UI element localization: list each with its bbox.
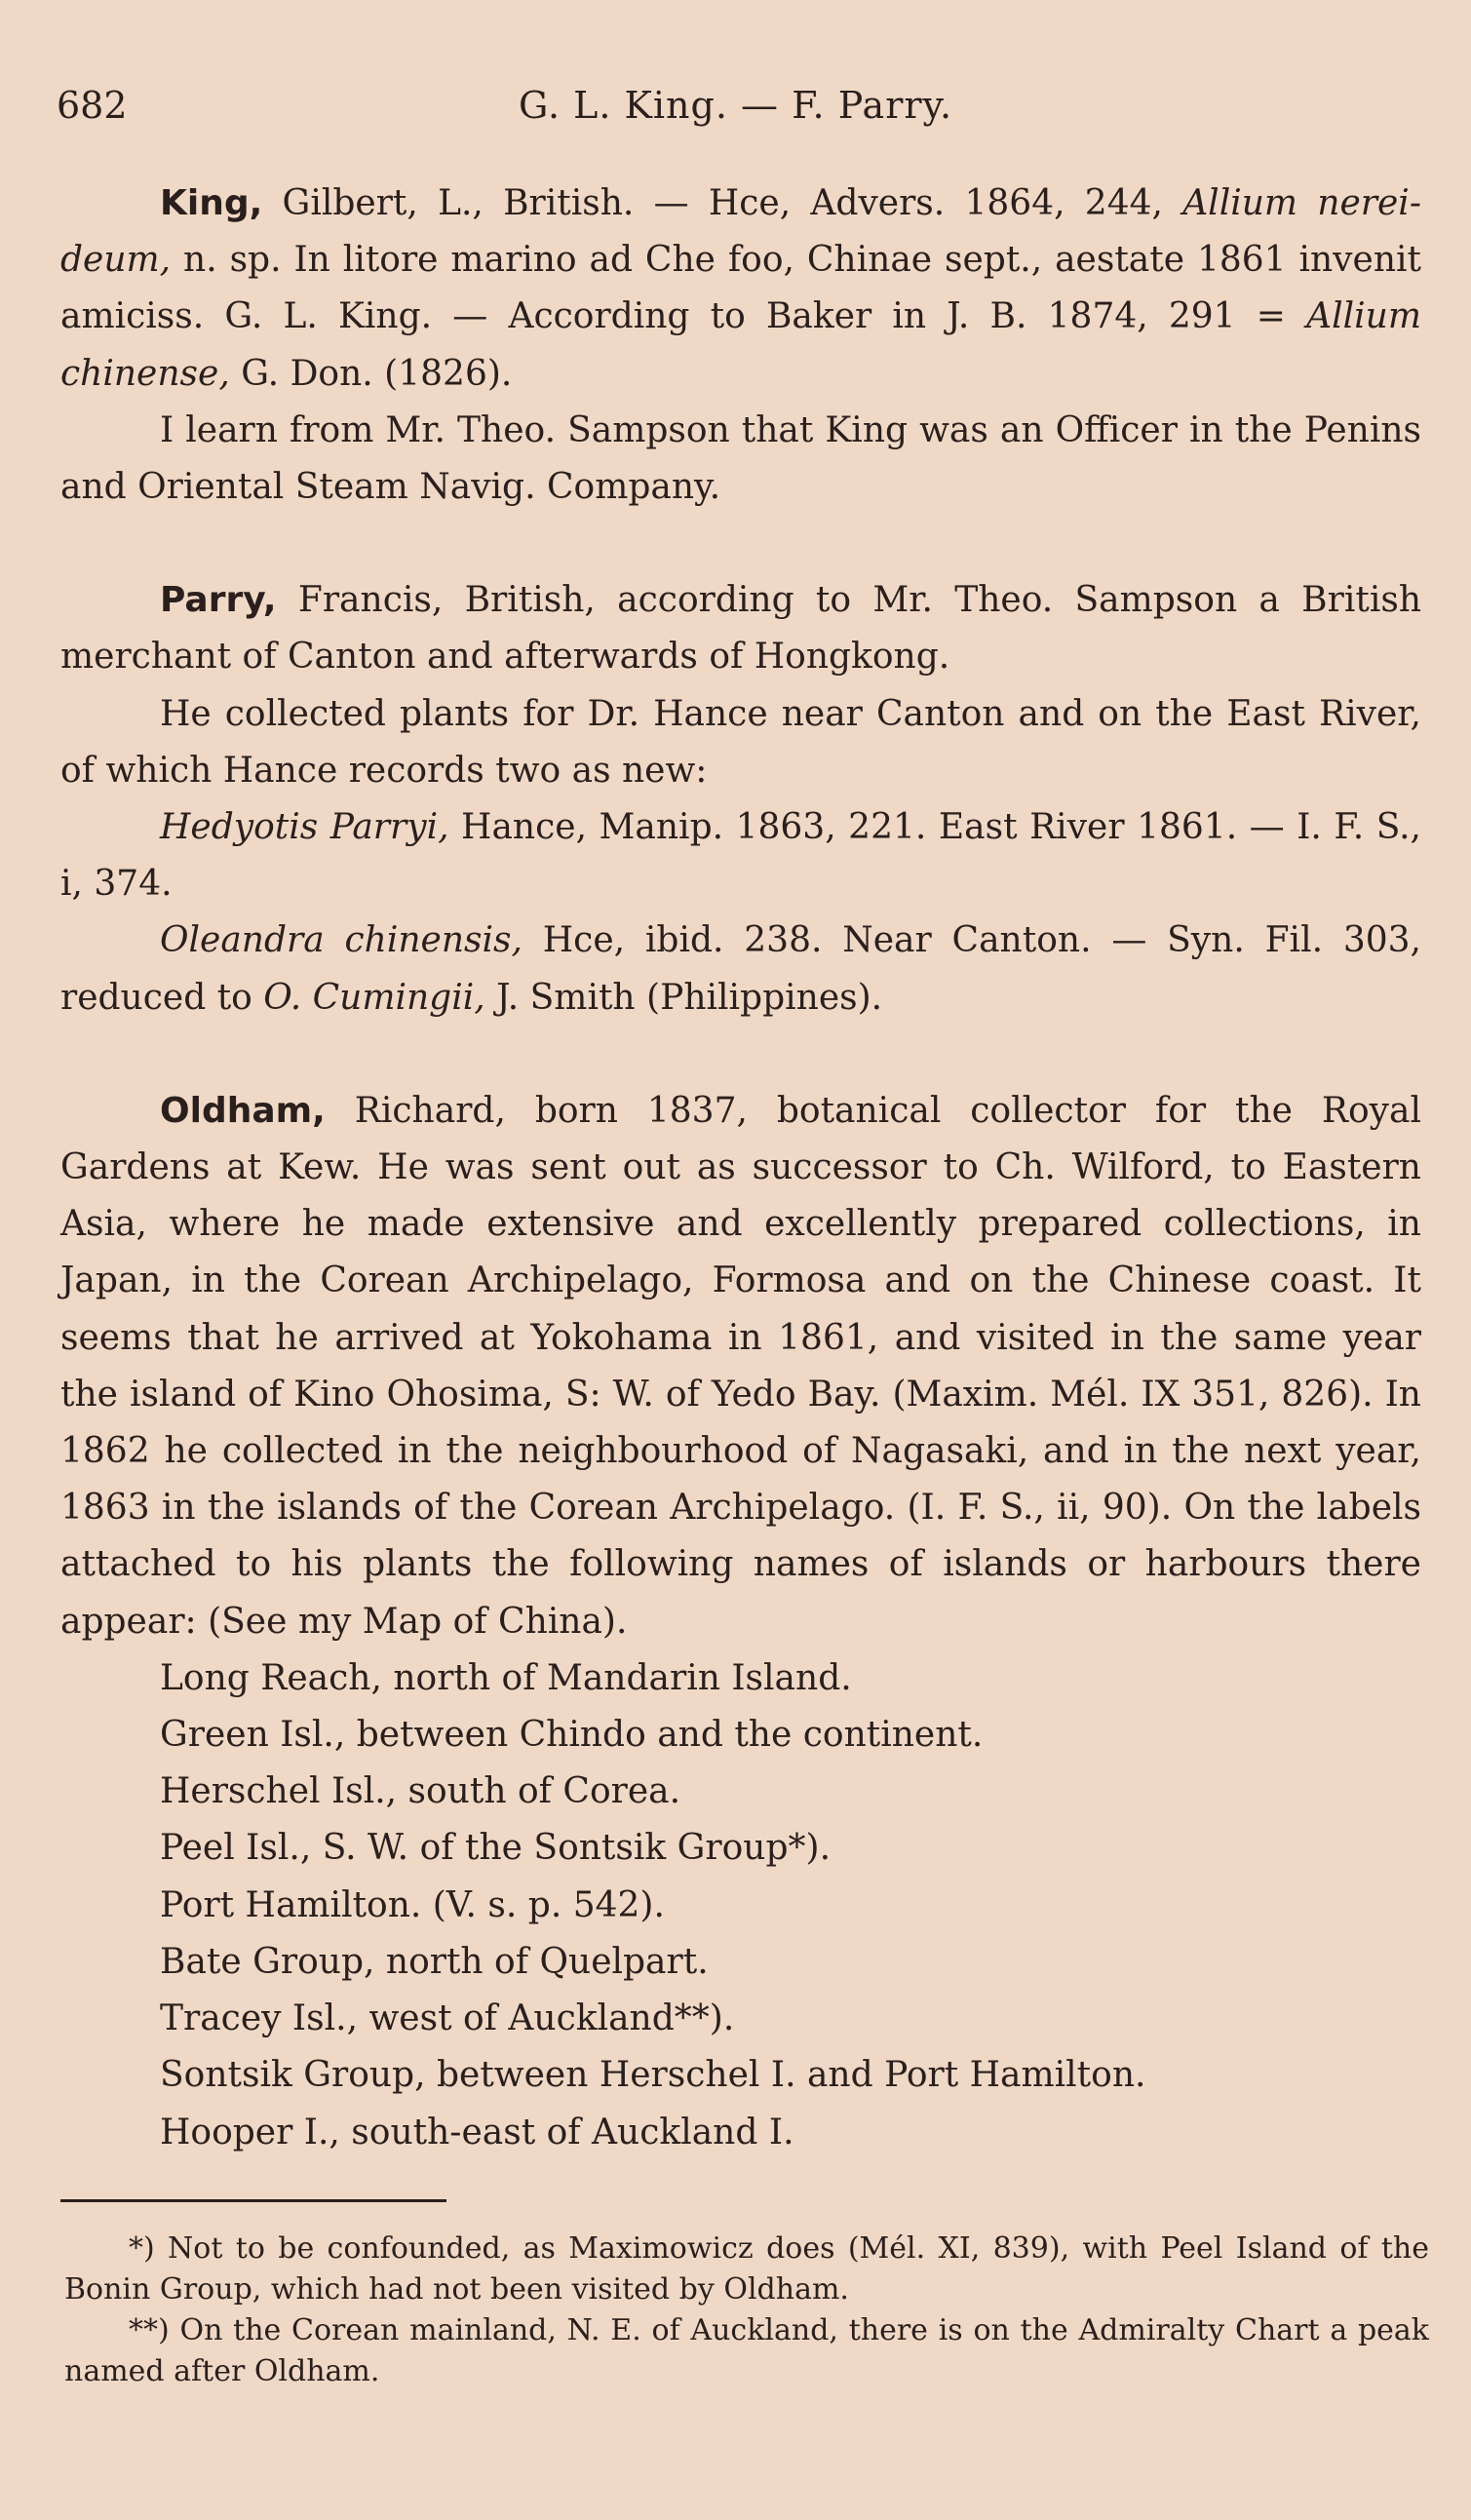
footnote-2: **) On the Corean mainland, N. E. of Auckland, there is on the Admiralty Chart a peak named after Oldham. bbox=[64, 2313, 1429, 2388]
place-item: Port Hamilton. (V. s. p. 542). bbox=[160, 1884, 665, 1925]
taxon-name: Allium chinense, bbox=[60, 296, 1421, 394]
page-body bbox=[60, 175, 1421, 2161]
king-note: I learn from Mr. Theo. Sampson that King was an Officer in the Penins and Oriental Steam Navig. Company. bbox=[60, 409, 1421, 508]
page-number: 682 bbox=[57, 84, 128, 127]
place-item: Green Isl., between Chindo and the continent. bbox=[160, 1715, 984, 1756]
taxon-name: Allium nerei-deum, bbox=[60, 183, 1421, 281]
footnote-1: *) Not to be confounded, as Maximowicz does (Mél. XI, 839), with Peel Island of the Bonin Group, which had not been visited by Oldham. bbox=[64, 2231, 1429, 2307]
text-run: J. Smith (Philippines). bbox=[484, 977, 883, 1018]
taxon-name: Oleandra chinensis, bbox=[160, 920, 523, 961]
place-item: Peel Isl., S. W. of the Sontsik Group*). bbox=[160, 1828, 832, 1869]
text-run: Francis, British, according to Mr. Theo. Sampson a British merchant of Canton and afterwards of Hongkong. bbox=[60, 580, 1421, 678]
place-item: Tracey Isl., west of Auckland**). bbox=[160, 1998, 735, 2039]
text-run: n. sp. In litore marino ad Che foo, Chinae sept., aestate 1861 invenit amiciss. G. L. King. — According to Baker in J. B. 1874, 291 = bbox=[60, 240, 1421, 337]
text-run: Richard, born 1837, botanical collector for the Royal Gardens at Kew. He was sent out as successor to Ch. Wilford, to Eastern Asia, where he made extensive and excellently prepared collections, in Japan, in the Corean Archipelago, Formosa and on the Chinese coast. It seems that he arrived at Yokohama in 1861, and visited in the same year the island of Kino Ohosima, S: W. of Yedo Bay. (Maxim. Mél. IX 351, 826). In 1862 he collected in the neighbourhood of Nagasaki, and in the next year, 1863 in the islands of the Corean Archipelago. (I. F. S., ii, 90). On the labels attached to his plants the following names of islands or harbours there appear: (See my Map of China). bbox=[60, 1090, 1421, 1642]
footnote-rule bbox=[60, 2199, 446, 2202]
place-item: Long Reach, north of Mandarin Island. bbox=[160, 1657, 852, 1698]
text-run: Hce, ibid. 238. Near Canton. — Syn. Fil. 303, reduced to bbox=[60, 920, 1422, 1018]
entry-name-parry: Parry, bbox=[160, 580, 277, 621]
entry-name-oldham: Oldham, bbox=[160, 1090, 326, 1131]
taxon-name: Hedyotis Parryi, bbox=[160, 807, 449, 848]
taxon-name: O. Cumingii, bbox=[263, 977, 485, 1018]
king-entry bbox=[60, 175, 1421, 403]
place-item: Bate Group, north of Quelpart. bbox=[160, 1941, 709, 1982]
place-item: Sontsik Group, between Herschel I. and Port Hamilton. bbox=[160, 2055, 1146, 2096]
oldham-entry bbox=[60, 1083, 1421, 1650]
parry-collections: He collected plants for Dr. Hance near Canton and on the East River, of which Hance records two as new: bbox=[60, 693, 1421, 791]
parry-entry bbox=[60, 572, 1421, 685]
text-run: G. Don. (1826). bbox=[229, 353, 513, 394]
running-title: G. L. King. — F. Parry. bbox=[518, 84, 953, 127]
page-header bbox=[57, 76, 1414, 135]
place-item: Hooper I., south-east of Auckland I. bbox=[160, 2112, 794, 2152]
parry-species-1 bbox=[60, 799, 1421, 912]
text-run: Gilbert, L., British. — Hce, Advers. 1864, 244, bbox=[262, 183, 1183, 223]
place-item: Herschel Isl., south of Corea. bbox=[160, 1771, 681, 1812]
parry-species-2 bbox=[60, 912, 1421, 1026]
footnotes bbox=[64, 2229, 1429, 2392]
entry-name-king: King, bbox=[160, 183, 263, 223]
place-list bbox=[160, 1650, 1421, 2161]
text-run: Hance, Manip. 1863, 221. East River 1861. — I. F. S., i, 374. bbox=[60, 807, 1421, 905]
